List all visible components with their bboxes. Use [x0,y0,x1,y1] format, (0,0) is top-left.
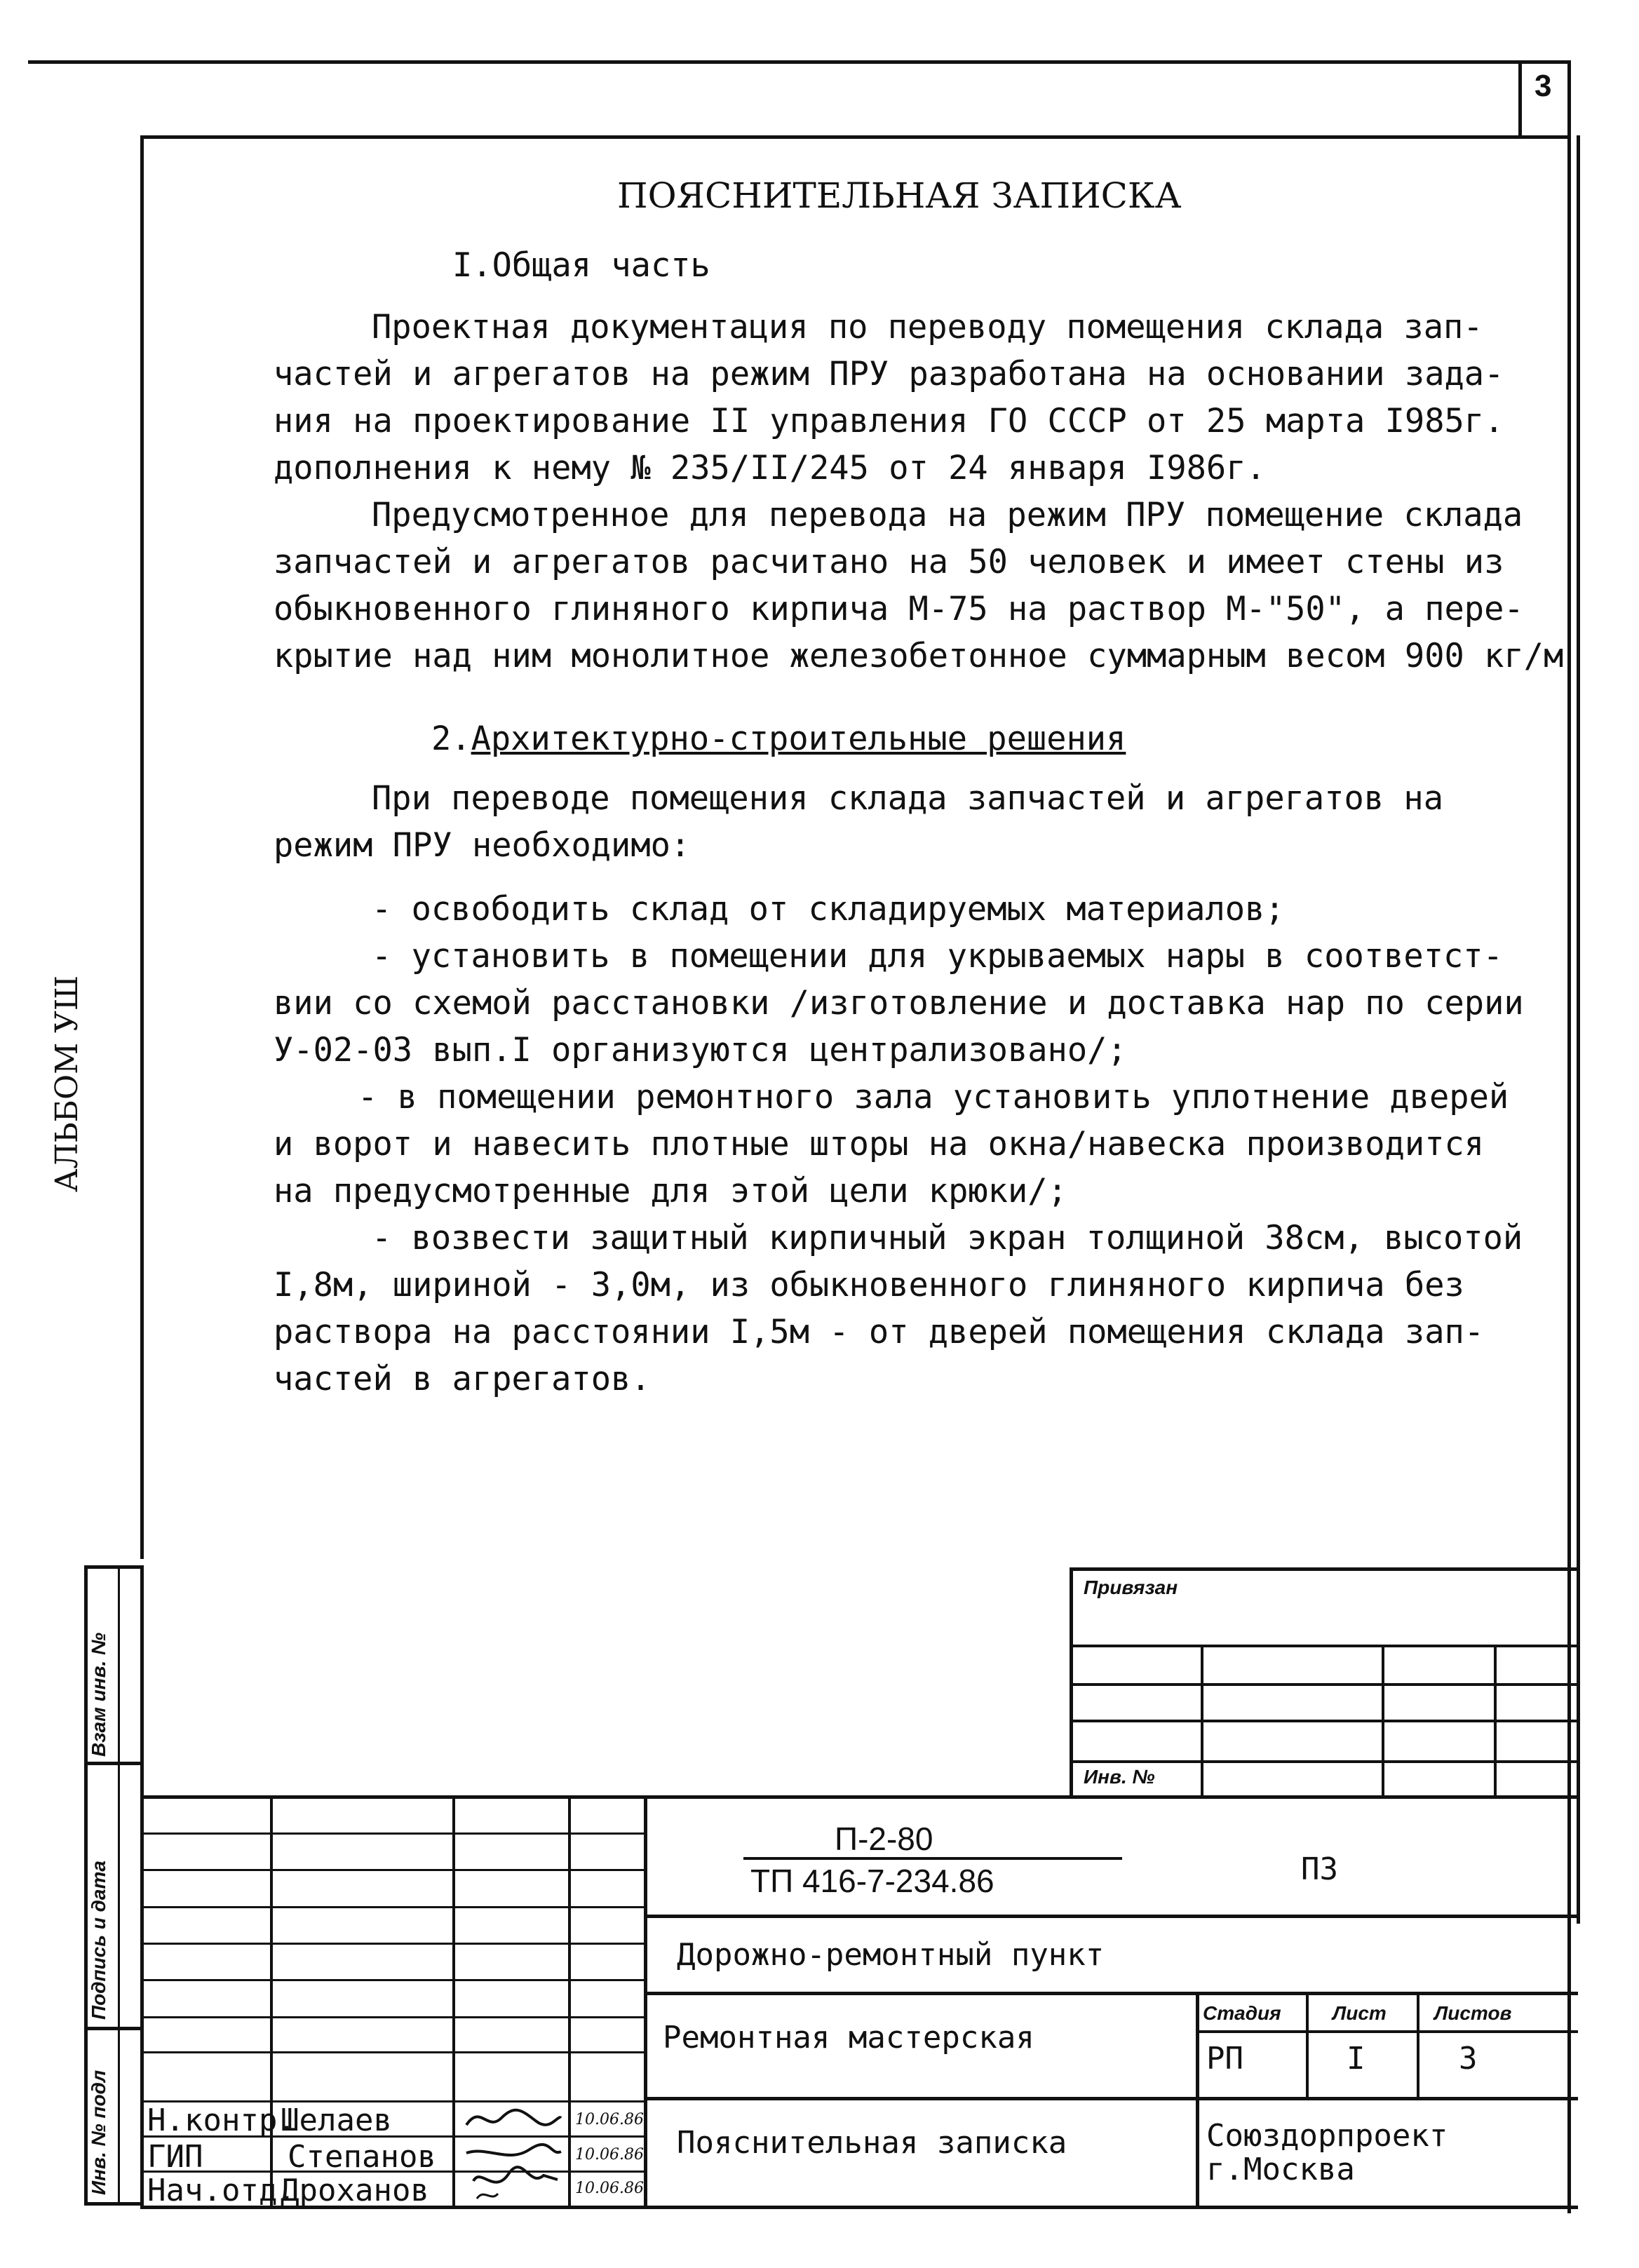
sig-col3 [568,1795,571,2209]
binding-row1 [1070,1645,1578,1647]
doc-type: ПЗ [1301,1851,1338,1887]
side-col-inv-orig: Инв. № подл [88,2070,109,2195]
document-title: ПОЯСНИТЕЛЬНАЯ ЗАПИСКА [617,175,1182,216]
side-strip-inner [118,1565,120,2203]
text-line: I,8м, шириной - 3,0м, из обыкновенного глиняного кирпича без [274,1266,1464,1304]
text-line: ния на проектирование II управления ГО СССР от 25 марта I985г. [274,402,1504,440]
stage-header: Стадия [1203,2002,1281,2024]
sig-row [140,2051,645,2053]
sig-col4 [644,1795,647,2209]
code-fraction-line [743,1857,1122,1860]
frame-left [140,135,144,1559]
binding-inv-label: Инв. № [1084,1766,1155,1788]
binding-col2 [1382,1645,1384,1799]
side-col-signature-date: Подпись и дата [88,1861,109,2020]
text-line: и ворот и навесить плотные шторы на окна/навеска производится [274,1125,1485,1163]
binding-row3 [1070,1720,1578,1722]
binding-title: Привязан [1084,1577,1178,1598]
text-line: режим ПРУ необходимо: [274,826,691,865]
sig-row [140,1906,645,1908]
text-line: раствора на расстоянии I,5м - от дверей помещения склада зап- [274,1313,1485,1351]
text-line: При переводе помещения склада запчастей и агрегатов на [372,779,1444,818]
sheets-value: 3 [1459,2041,1478,2077]
stage-value: РП [1206,2041,1243,2077]
section1-text [274,304,1578,680]
signer-date: 10.06.86 [575,2146,644,2164]
stamp-row-code [644,1915,1578,1918]
text-line: - установить в помещении для укрываемых нары в соответст- [372,937,1503,976]
sig-col1 [270,1795,273,2209]
top-rule [28,60,1571,64]
text-line: обыкновенного глиняного кирпича М-75 на раствор М-"50", а пере- [274,590,1524,628]
text-line: запчастей и агрегатов расчитано на 50 человек и имеет стены из [274,543,1504,581]
side-col-replace-inv: Взам инв. № [88,1632,109,1757]
stamp-row-project [644,1992,1578,1995]
signer-name: Дроханов [281,2173,429,2208]
text-line: крытие над ним монолитное железобетонное суммарным весом 900 кг/м [274,637,1564,675]
signer-date: 10.06.86 [575,2111,644,2128]
section2-text [274,775,1578,1403]
stamp-row-object [644,2097,1578,2100]
org-line2: г.Москва [1206,2152,1355,2187]
signer-role: Н.контр. [147,2102,296,2138]
binding-col3 [1494,1645,1497,1799]
stamp-top [140,1795,1578,1799]
binding-row2 [1070,1683,1578,1686]
sig-row [140,1943,645,1945]
binding-col1 [1201,1645,1203,1799]
sig-row [140,1869,645,1871]
text-line: частей в агрегатов. [274,1360,651,1398]
sig-row [140,1832,645,1835]
signer-date: 10.06.86 [575,2180,644,2197]
sig-col2 [452,1795,455,2209]
text-line: Проектная документация по переводу помещения склада зап- [372,308,1483,346]
text-line: частей и агрегатов на режим ПРУ разработана на основании зада- [274,355,1504,393]
text-line: на предусмотренные для этой цели крюки/; [274,1172,1067,1210]
text-line: - освободить склад от складируемых материалов; [372,890,1285,929]
signer-name: Степанов [288,2139,436,2175]
sig-row [140,2016,645,2018]
stage-col1 [1306,1992,1309,2097]
side-strip-bottom [84,2202,144,2206]
stage-header-row [1196,2030,1578,2033]
page-number-box-left [1518,60,1522,137]
signer-name: Шелаев [281,2102,392,2138]
side-strip-top [84,1565,144,1569]
signer-role: Нач.отд. [147,2173,296,2208]
sheets-header: Листов [1434,2002,1512,2024]
binding-row4 [1070,1760,1578,1763]
text-line: дополнения к нему № 235/II/245 от 24 января I986г. [274,449,1266,487]
code-bottom: ТП 416-7-234.86 [750,1863,994,1899]
frame-top [140,135,1571,139]
text-line: - в помещении ремонтного зала установить уплотнение дверей [358,1078,1509,1116]
binding-top [1070,1567,1578,1571]
object-name: Ремонтная мастерская [663,2020,1034,2056]
text-line: У-02-03 вып.I организуются централизовано/; [274,1031,1127,1069]
section2-heading [431,715,1126,762]
sheet-header: Лист [1333,2002,1387,2024]
stamp-right-col [1196,1992,1199,2206]
text-line: Предусмотренное для перевода на режим ПРУ помещение склада [372,496,1523,534]
section2-title: Архитектурно-строительные решения [471,720,1126,758]
code-top: П-2-80 [835,1821,933,1857]
text-line: - возвести защитный кирпичный экран толщиной 38см, высотой [372,1219,1523,1257]
signer-role: ГИП [147,2139,203,2175]
side-strip-div2 [84,2027,144,2030]
section2-number: 2. [431,720,471,758]
sheet-value: I [1347,2041,1365,2077]
sheet-title: Пояснительная записка [677,2125,1067,2161]
page-number: 3 [1535,69,1552,103]
stage-col2 [1417,1992,1419,2097]
org-line1: Союздорпроект [1206,2118,1448,2154]
side-strip-div1 [84,1762,144,1765]
project-name: Дорожно-ремонтный пункт [677,1937,1105,1973]
sig-row [140,1979,645,1981]
text-line: вии со схемой расстановки /изготовление и доставка нар по серии [274,984,1524,1022]
album-label: АЛЬБОМ УШ [49,975,85,1192]
section1-heading: I.Общая часть [452,246,710,285]
signature-scribble [459,2097,565,2202]
stamp-left [140,1795,144,2209]
